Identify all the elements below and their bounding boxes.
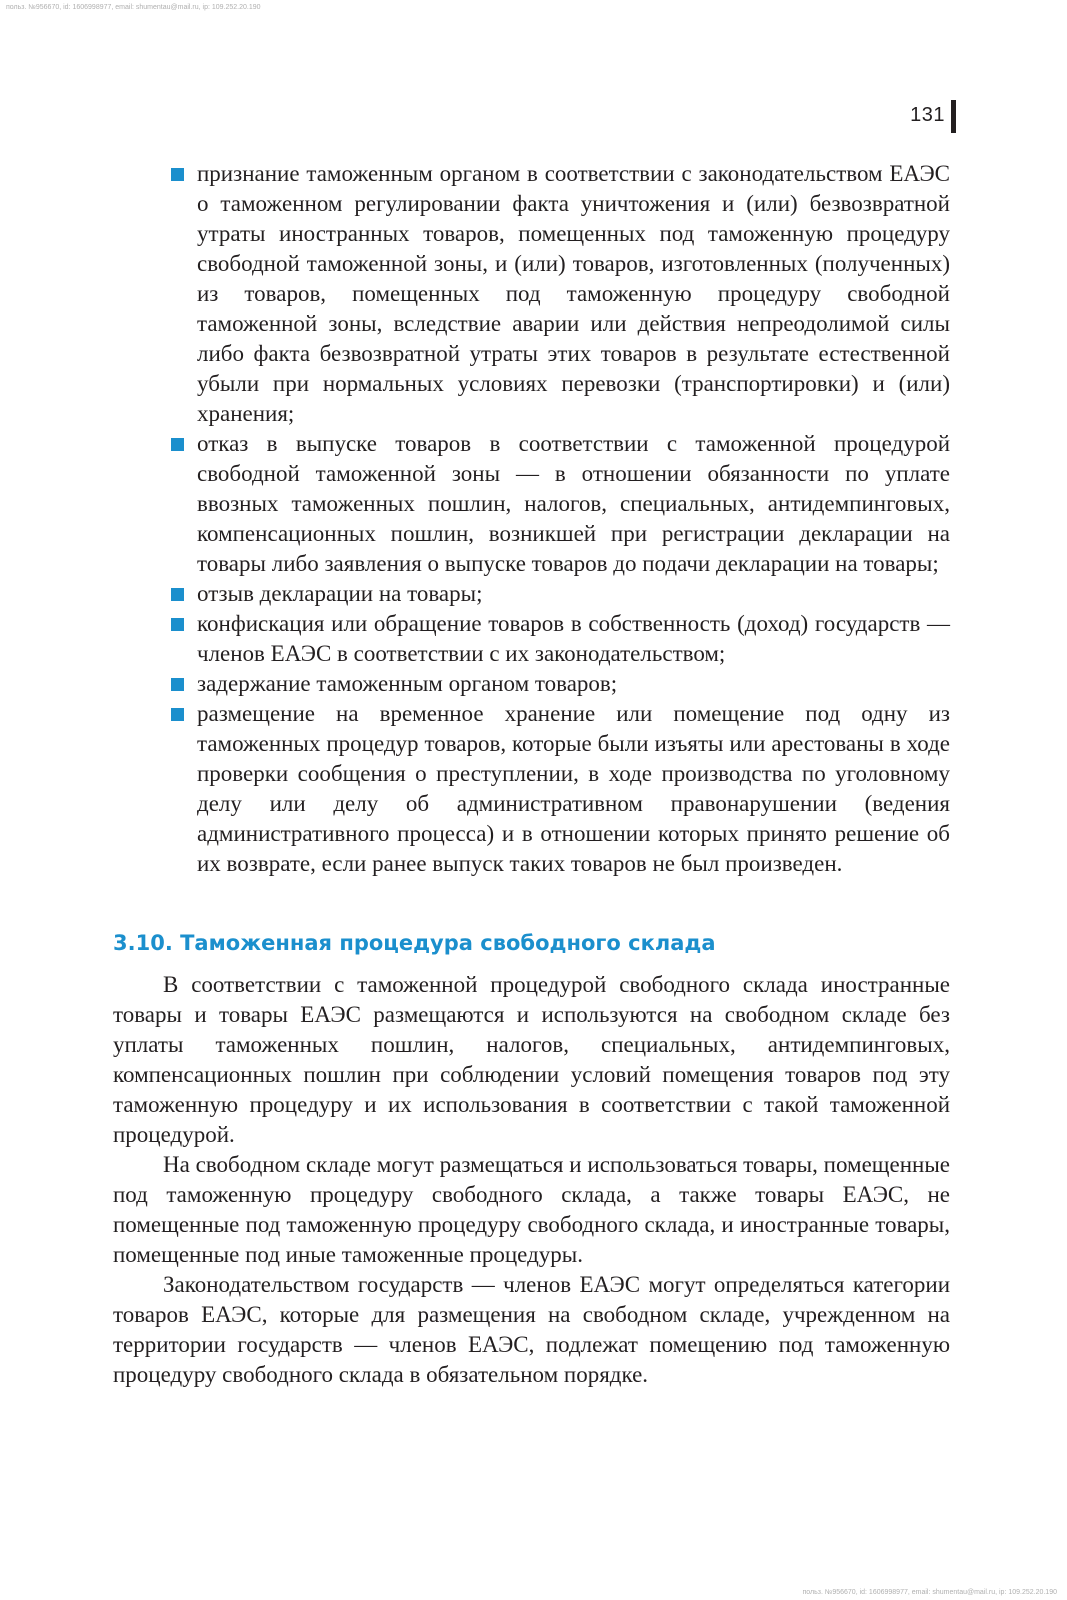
list-item-text: отказ в выпуске товаров в соответствии с таможенной процедурой свободной таможенной зоны — в отношении обязанности по уплате ввозных таможенных пошлин, налогов, специальных, антидемпинговых, компенсационных пошлин, возникшей при регистрации декларации на товары либо заявления о выпуске товаров до подачи декларации на товары; [197,431,950,576]
watermark-bottom: польз. №956670, id: 1606998977, email: shumentau@mail.ru, ip: 109.252.20.190 [802,1589,1057,1596]
page-number: 131 [910,104,945,126]
list-item [113,699,950,879]
paragraph: Законодательством государств — членов ЕАЭС могут определяться категории товаров ЕАЭС, которые для размещения на свободном складе, учрежденном на территории государств — членов ЕАЭС, подлежат помещению под таможенную процедуру свободного склада в обязательном порядке. [113,1272,950,1387]
square-bullet-icon [171,678,184,691]
watermark-top: польз. №956670, id: 1606998977, email: shumentau@mail.ru, ip: 109.252.20.190 [6,4,261,11]
list-item [113,159,950,429]
square-bullet-icon [171,168,184,181]
list-item-text: отзыв декларации на товары; [197,581,483,606]
square-bullet-icon [171,438,184,451]
list-item-text: признание таможенным органом в соответствии с законодательством ЕАЭС о таможенном регулировании факта уничтожения и (или) безвозвратной утраты иностранных товаров, помещенных под таможенную процедуру свободной таможенной зоны, и (или) товаров, изготовленных (полученных) из товаров, помещенных под таможенную процедуру свободной таможенной зоны, вследствие аварии или действия непреодолимой силы либо факта безвозвратной утраты этих товаров в результате естественной убыли при нормальных условиях перевозки (транспортировки) и (или) хранения; [197,161,950,426]
list-item [113,579,950,609]
list-item-text: размещение на временное хранение или помещение под одну из таможенных процедур товаров, которые были изъяты или арестованы в ходе проверки сообщения о преступлении, в ходе производства по уголовному делу или делу об административном правонарушении (ведения административного процесса) и в отношении которых принято решение об их возврате, если ранее выпуск таких товаров не был произведен. [197,701,950,876]
page-number-bar [951,100,956,133]
bullet-list [113,159,950,879]
square-bullet-icon [171,588,184,601]
list-item-text: конфискация или обращение товаров в собственность (доход) государств — членов ЕАЭС в соответствии с их законодательством; [197,611,950,666]
list-item [113,429,950,579]
section-title: 3.10. Таможенная процедура свободного склада [113,931,716,955]
list-item [113,669,950,699]
page-content [113,159,950,1390]
paragraph: В соответствии с таможенной процедурой свободного склада иностранные товары и товары ЕАЭС размещаются и используются на свободном складе без уплаты таможенных пошлин, налогов, специальных, антидемпинговых, компенсационных пошлин при соблюдении условий помещения товаров под эту таможенную процедуру и их использования в соответствии с такой таможенной процедурой. [113,972,950,1147]
square-bullet-icon [171,618,184,631]
list-item-text: задержание таможенным органом товаров; [197,671,618,696]
square-bullet-icon [171,708,184,721]
paragraph: На свободном складе могут размещаться и использоваться товары, помещенные под таможенную процедуру свободного склада, а также товары ЕАЭС, не помещенные под таможенную процедуру свободного склада, и иностранные товары, помещенные под иные таможенные процедуры. [113,1152,950,1267]
list-item [113,609,950,669]
